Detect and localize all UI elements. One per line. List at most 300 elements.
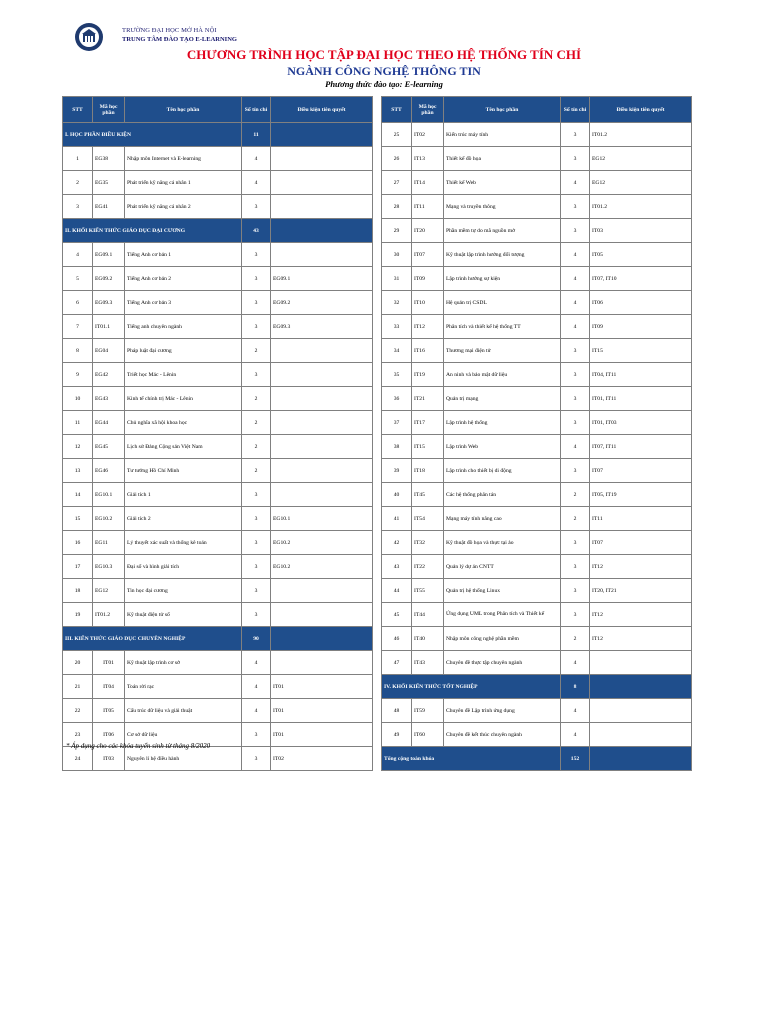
section-row [63,627,373,651]
course-row [382,459,692,483]
course-credits: 2 [242,459,271,483]
course-code: EG41 [93,195,125,219]
course-name: Phát triển kỹ năng cá nhân 2 [125,195,242,219]
course-name: Tiếng Anh cơ bản 2 [125,267,242,291]
course-prereq [271,411,373,435]
course-stt: 16 [63,531,93,555]
course-prereq: IT02 [271,747,373,771]
course-code: EG35 [93,171,125,195]
section-credits: 152 [561,747,590,771]
course-code: EG45 [93,435,125,459]
course-name: Triết học Mác - Lênin [125,363,242,387]
course-name: Tiếng anh chuyên ngành [125,315,242,339]
section-row [63,219,373,243]
course-stt: 11 [63,411,93,435]
course-prereq [271,147,373,171]
course-row [382,387,692,411]
course-credits: 4 [242,699,271,723]
course-credits: 3 [561,603,590,627]
course-code: IT04 [93,675,125,699]
course-stt: 4 [63,243,93,267]
course-name: Lý thuyết xác suất và thống kê toán [125,531,242,555]
course-credits: 3 [242,579,271,603]
course-credits: 3 [242,483,271,507]
table-header-row [63,97,373,123]
course-prereq: EG10.2 [271,531,373,555]
course-code: IT14 [412,171,444,195]
course-prereq: IT15 [590,339,692,363]
curriculum-table-left [62,96,373,771]
course-credits: 2 [242,339,271,363]
course-stt: 42 [382,531,412,555]
course-stt: 37 [382,411,412,435]
course-row [63,291,373,315]
course-name: Mạng và truyền thông [444,195,561,219]
course-prereq: EG09.2 [271,291,373,315]
course-stt: 48 [382,699,412,723]
course-credits: 3 [561,459,590,483]
header-name: Tên học phần [444,97,561,123]
course-row [382,171,692,195]
course-row [63,747,373,771]
course-code: IT09 [412,267,444,291]
course-row [63,267,373,291]
course-stt: 29 [382,219,412,243]
course-name: Tiếng Anh cơ bản 3 [125,291,242,315]
course-name: Kỹ thuật lập trình cơ sở [125,651,242,675]
course-prereq: EG12 [590,171,692,195]
course-credits: 3 [561,195,590,219]
course-name: Kỹ thuật đồ họa và thực tại ảo [444,531,561,555]
course-row [63,171,373,195]
course-credits: 3 [561,579,590,603]
course-row [63,603,373,627]
curriculum-table-right [381,96,692,771]
course-credits: 4 [561,171,590,195]
section-credits: 8 [561,675,590,699]
course-row [63,579,373,603]
course-name: Chủ nghĩa xã hội khoa học [125,411,242,435]
course-name: Chuyên đề kết thúc chuyên ngành [444,723,561,747]
course-stt: 36 [382,387,412,411]
section-row [382,747,692,771]
course-name: Cơ sở dữ liệu [125,723,242,747]
course-stt: 22 [63,699,93,723]
course-name: Đại số và hình giải tích [125,555,242,579]
course-row [63,195,373,219]
course-prereq [271,435,373,459]
course-credits: 2 [561,483,590,507]
course-code: IT21 [412,387,444,411]
course-credits: 4 [561,723,590,747]
course-credits: 4 [561,243,590,267]
course-prereq [271,243,373,267]
course-row [63,555,373,579]
course-code: IT02 [412,123,444,147]
header-stt: STT [382,97,412,123]
course-prereq: EG10.2 [271,555,373,579]
course-name: Thiết kế đồ họa [444,147,561,171]
course-row [63,507,373,531]
course-code: EG09.3 [93,291,125,315]
course-prereq [271,651,373,675]
course-stt: 34 [382,339,412,363]
course-code: IT01.1 [93,315,125,339]
course-prereq [271,579,373,603]
course-stt: 38 [382,435,412,459]
course-credits: 3 [561,531,590,555]
course-stt: 10 [63,387,93,411]
course-name: Kỹ thuật điện tử số [125,603,242,627]
section-blank [590,675,692,699]
course-code: IT16 [412,339,444,363]
course-prereq: IT07, IT10 [590,267,692,291]
major-title: NGÀNH CÔNG NGHỆ THÔNG TIN [287,64,481,78]
course-stt: 23 [63,723,93,747]
course-name: Cấu trúc dữ liệu và giải thuật [125,699,242,723]
course-credits: 3 [561,363,590,387]
course-credits: 2 [242,387,271,411]
course-credits: 4 [242,147,271,171]
course-prereq: IT05 [590,243,692,267]
course-stt: 17 [63,555,93,579]
course-prereq: IT07, IT11 [590,435,692,459]
course-row [382,291,692,315]
course-stt: 21 [63,675,93,699]
course-row [63,483,373,507]
course-credits: 3 [561,555,590,579]
header-prereq: Điều kiện tiên quyết [271,97,373,123]
course-credits: 3 [561,219,590,243]
course-name: Lập trình hướng sự kiện [444,267,561,291]
course-code: EG10.1 [93,483,125,507]
course-row [382,243,692,267]
course-name: Các hệ thống phân tán [444,483,561,507]
course-credits: 2 [242,435,271,459]
course-credits: 3 [242,555,271,579]
course-name: Tư tưởng Hồ Chí Minh [125,459,242,483]
course-prereq: IT05, IT19 [590,483,692,507]
course-code: IT40 [412,627,444,651]
course-prereq: EG09.1 [271,267,373,291]
course-row [382,603,692,627]
course-prereq: IT11 [590,507,692,531]
course-code: IT05 [93,699,125,723]
course-credits: 4 [242,651,271,675]
course-code: IT32 [412,531,444,555]
course-name: Kỹ thuật lập trình hướng đối tượng [444,243,561,267]
course-name: Mạng máy tính nâng cao [444,507,561,531]
course-prereq: IT01 [271,699,373,723]
course-code: IT01 [93,651,125,675]
course-stt: 5 [63,267,93,291]
course-code: EG46 [93,459,125,483]
course-code: IT22 [412,555,444,579]
course-stt: 49 [382,723,412,747]
course-name: Phân tích và thiết kế hệ thống TT [444,315,561,339]
course-row [382,507,692,531]
section-blank [271,219,373,243]
section-credits: 43 [242,219,271,243]
course-prereq [271,387,373,411]
course-row [382,195,692,219]
course-name: Giải tích 2 [125,507,242,531]
footnote: * Áp dụng cho các khóa tuyển sinh từ tháng 8/2020 [66,742,211,750]
course-name: Giải tích 1 [125,483,242,507]
course-stt: 40 [382,483,412,507]
course-code: IT60 [412,723,444,747]
course-row [63,147,373,171]
course-prereq: IT01.2 [590,195,692,219]
course-code: IT01.2 [93,603,125,627]
course-prereq [590,723,692,747]
course-row [63,315,373,339]
course-credits: 2 [561,627,590,651]
course-code: IT17 [412,411,444,435]
course-name: Tiếng Anh cơ bản 1 [125,243,242,267]
course-stt: 28 [382,195,412,219]
course-credits: 3 [242,243,271,267]
course-row [382,267,692,291]
course-stt: 27 [382,171,412,195]
course-code: EG09.1 [93,243,125,267]
course-stt: 8 [63,339,93,363]
course-row [63,411,373,435]
course-prereq: IT03 [590,219,692,243]
course-stt: 6 [63,291,93,315]
course-stt: 3 [63,195,93,219]
course-code: IT55 [412,579,444,603]
course-name: Quản trị hệ thống Linux [444,579,561,603]
course-prereq [590,699,692,723]
course-prereq: EG09.3 [271,315,373,339]
header-code: Mã học phần [93,97,125,123]
course-code: EG38 [93,147,125,171]
section-title: I. HỌC PHẦN ĐIỀU KIỆN [63,123,242,147]
course-prereq: IT06 [590,291,692,315]
course-stt: 18 [63,579,93,603]
header-prereq: Điều kiện tiên quyết [590,97,692,123]
section-row [63,123,373,147]
course-stt: 35 [382,363,412,387]
header-code: Mã học phần [412,97,444,123]
course-stt: 9 [63,363,93,387]
section-row [382,675,692,699]
course-stt: 31 [382,267,412,291]
course-code: IT10 [412,291,444,315]
course-name: Thiết kế Web [444,171,561,195]
course-credits: 4 [242,171,271,195]
course-name: Lịch sử Đảng Cộng sản Việt Nam [125,435,242,459]
section-credits: 11 [242,123,271,147]
course-credits: 3 [242,291,271,315]
header-credits: Số tín chỉ [561,97,590,123]
course-row [382,555,692,579]
course-row [63,387,373,411]
course-name: Lập trình hệ thống [444,411,561,435]
university-name: TRƯỜNG ĐẠI HỌC MỞ HÀ NỘI [122,27,217,34]
section-blank [590,747,692,771]
course-stt: 39 [382,459,412,483]
course-code: IT43 [412,651,444,675]
course-row [63,531,373,555]
course-prereq: IT07 [590,459,692,483]
course-row [63,363,373,387]
course-row [63,459,373,483]
course-name: Chuyên đề thực tập chuyên ngành [444,651,561,675]
course-prereq: IT12 [590,627,692,651]
course-prereq: IT01 [271,675,373,699]
course-stt: 13 [63,459,93,483]
center-name: TRUNG TÂM ĐÀO TẠO E-LEARNING [122,36,237,43]
course-code: EG12 [93,579,125,603]
course-row [63,243,373,267]
course-row [382,699,692,723]
course-row [382,339,692,363]
course-code: IT13 [412,147,444,171]
course-row [382,363,692,387]
course-name: Nhập môn công nghệ phần mềm [444,627,561,651]
course-code: EG04 [93,339,125,363]
course-prereq: IT01, IT03 [590,411,692,435]
course-stt: 43 [382,555,412,579]
course-prereq: IT07 [590,531,692,555]
course-credits: 4 [561,699,590,723]
course-row [382,315,692,339]
course-row [382,123,692,147]
course-prereq: IT12 [590,603,692,627]
course-name: Lập trình cho thiết bị di động [444,459,561,483]
course-stt: 45 [382,603,412,627]
course-stt: 47 [382,651,412,675]
course-code: EG10.3 [93,555,125,579]
course-code: IT12 [412,315,444,339]
course-name: Quản lý dự án CNTT [444,555,561,579]
course-name: Pháp luật đại cương [125,339,242,363]
course-prereq: IT01, IT11 [590,387,692,411]
course-row [382,219,692,243]
course-code: EG43 [93,387,125,411]
course-name: Ứng dụng UML trong Phân tích và Thiết kế [444,603,561,627]
course-row [382,435,692,459]
course-code: IT59 [412,699,444,723]
course-prereq [271,171,373,195]
course-code: EG11 [93,531,125,555]
course-code: EG44 [93,411,125,435]
course-credits: 3 [242,747,271,771]
course-credits: 4 [561,315,590,339]
course-credits: 3 [561,411,590,435]
course-row [382,147,692,171]
course-prereq [271,363,373,387]
document-title: CHƯƠNG TRÌNH HỌC TẬP ĐẠI HỌC THEO HỆ THỐNG TÍN CHỈ [186,47,582,62]
section-title: IV. KHỐI KIẾN THỨC TỐT NGHIỆP [382,675,561,699]
course-credits: 2 [242,411,271,435]
section-title: II. KHỐI KIẾN THỨC GIÁO DỤC ĐẠI CƯƠNG [63,219,242,243]
course-code: IT54 [412,507,444,531]
course-stt: 24 [63,747,93,771]
course-credits: 3 [242,603,271,627]
course-name: Kinh tế chính trị Mác - Lênin [125,387,242,411]
course-name: An ninh và bảo mật dữ liệu [444,363,561,387]
course-code: IT03 [93,747,125,771]
course-prereq: EG10.1 [271,507,373,531]
course-code: EG09.2 [93,267,125,291]
course-name: Kiến trúc máy tính [444,123,561,147]
course-credits: 4 [242,675,271,699]
course-stt: 7 [63,315,93,339]
training-mode: Phương thức đào tạo: E-learning [325,79,443,89]
course-name: Phần mềm tự do mã nguồn mở [444,219,561,243]
header-name: Tên học phần [125,97,242,123]
section-blank [271,123,373,147]
header-stt: STT [63,97,93,123]
course-credits: 3 [242,531,271,555]
course-row [382,531,692,555]
course-stt: 25 [382,123,412,147]
course-name: Thương mại điện tử [444,339,561,363]
course-credits: 3 [242,507,271,531]
course-name: Tin học đại cương [125,579,242,603]
course-stt: 15 [63,507,93,531]
section-credits: 90 [242,627,271,651]
document-header [0,0,768,100]
course-code: IT07 [412,243,444,267]
course-row [382,483,692,507]
course-credits: 3 [242,195,271,219]
course-code: IT15 [412,435,444,459]
course-credits: 3 [561,387,590,411]
course-name: Lập trình Web [444,435,561,459]
course-prereq: IT01 [271,723,373,747]
course-name: Nguyên lí hệ điều hành [125,747,242,771]
section-title: Tổng cộng toàn khóa [382,747,561,771]
course-prereq: IT12 [590,555,692,579]
course-name: Hệ quản trị CSDL [444,291,561,315]
course-prereq: IT09 [590,315,692,339]
course-prereq [271,603,373,627]
course-row [382,723,692,747]
course-row [63,651,373,675]
course-name: Nhập môn Internet và E-learning [125,147,242,171]
course-prereq [590,651,692,675]
course-row [382,651,692,675]
table-body [63,123,373,771]
course-stt: 41 [382,507,412,531]
header-credits: Số tín chỉ [242,97,271,123]
course-row [63,435,373,459]
course-row [382,411,692,435]
course-row [382,627,692,651]
course-prereq: EG12 [590,147,692,171]
course-credits: 3 [242,723,271,747]
course-credits: 4 [561,267,590,291]
course-prereq [271,483,373,507]
course-code: IT18 [412,459,444,483]
course-prereq: IT01.2 [590,123,692,147]
course-prereq [271,339,373,363]
course-name: Chuyên đề Lập trình ứng dụng [444,699,561,723]
table-header-row [382,97,692,123]
course-name: Toán rời rạc [125,675,242,699]
course-credits: 3 [242,267,271,291]
course-credits: 4 [561,435,590,459]
course-name: Phát triển kỹ năng cá nhân 1 [125,171,242,195]
course-stt: 12 [63,435,93,459]
section-title: III. KIẾN THỨC GIÁO DỤC CHUYÊN NGHIỆP [63,627,242,651]
course-prereq: IT20, IT21 [590,579,692,603]
course-stt: 1 [63,147,93,171]
